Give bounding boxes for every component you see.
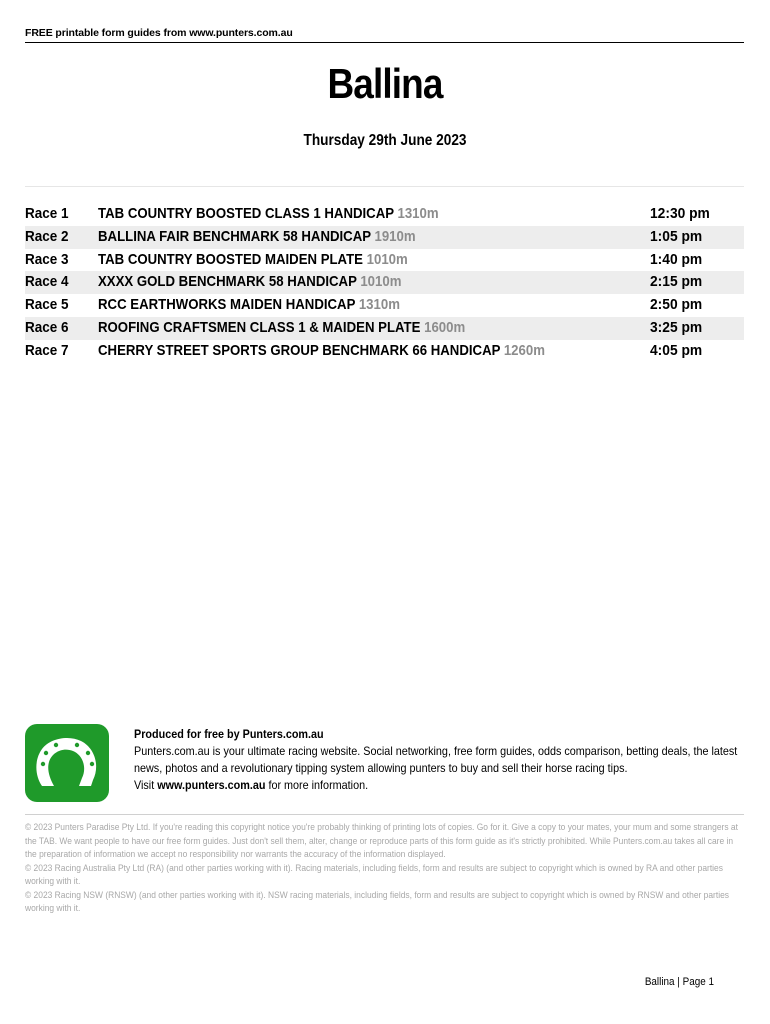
divider	[25, 814, 744, 815]
header-strip	[25, 27, 744, 43]
race-time: 4:05 pm	[650, 341, 703, 359]
page-footer: Ballina | Page 1	[644, 976, 714, 988]
race-number: Race 1	[25, 205, 69, 222]
copyright-notice	[25, 820, 745, 915]
race-row-4	[25, 271, 744, 294]
race-time: 1:05 pm	[650, 227, 703, 245]
race-distance: 1310m	[397, 205, 439, 222]
promo-visit	[134, 777, 685, 794]
race-title: TAB COUNTRY BOOSTED MAIDEN PLATE	[98, 250, 363, 268]
race-distance: 1600m	[424, 318, 466, 336]
race-name	[98, 226, 416, 249]
punters-logo	[25, 724, 109, 802]
race-name	[98, 340, 545, 363]
race-title: TAB COUNTRY BOOSTED CLASS 1 HANDICAP	[98, 205, 394, 222]
race-row-2	[25, 226, 744, 249]
race-name	[98, 271, 401, 294]
race-time: 2:15 pm	[650, 273, 703, 291]
race-time: 3:25 pm	[650, 318, 703, 336]
race-distance: 1010m	[360, 273, 402, 291]
race-number: Race 6	[25, 318, 69, 336]
visit-prefix: Visit	[134, 778, 158, 792]
promo-heading: Produced for free by Punters.com.au	[134, 727, 324, 741]
race-name	[98, 317, 465, 340]
race-title: BALLINA FAIR BENCHMARK 58 HANDICAP	[98, 227, 371, 245]
race-time: 2:50 pm	[650, 296, 703, 314]
race-number: Race 3	[25, 250, 69, 268]
copyright-racing-nsw: © 2023 Racing NSW (RNSW) (and other parties working with it). NSW racing materials, including fields, form and results are subject to copyright which is owned by RNSW and other parties working with it.	[25, 888, 729, 913]
race-distance: 1010m	[366, 250, 408, 268]
race-title: CHERRY STREET SPORTS GROUP BENCHMARK 66 HANDICAP	[98, 341, 501, 359]
race-row-3	[25, 249, 744, 272]
race-date: Thursday 29th June 2023	[303, 132, 467, 149]
race-row-6	[25, 317, 744, 340]
promo-body: Punters.com.au is your ultimate racing website. Social networking, free form guides, odds comparison, betting deals, the latest news, photos and a revolutionary tipping system allowing punters to buy and sell their horse racing tips.	[134, 744, 738, 775]
race-number: Race 4	[25, 273, 69, 291]
race-number: Race 7	[25, 341, 69, 359]
visit-suffix: for more information.	[265, 778, 369, 792]
race-row-7	[25, 340, 744, 363]
promo-block	[134, 726, 746, 794]
race-distance: 1310m	[358, 296, 400, 314]
race-row-5	[25, 294, 744, 317]
race-row-1	[25, 203, 744, 226]
race-list	[25, 203, 744, 363]
copyright-racing-australia: © 2023 Racing Australia Pty Ltd (RA) (and other parties working with it). Racing materials, including fields, form and results are subject to copyright which is owned by RA and other parties working with it.	[25, 861, 723, 886]
punters-link[interactable]: www.punters.com.au	[157, 778, 266, 792]
copyright-punters: © 2023 Punters Paradise Pty Ltd. If you're reading this copyright notice you're probably thinking of printing lots of copies. Go for it. Give a copy to your mates, your mum and some strangers at the TAB. We want people to have our free form guides. Just don't sell them, alter, change or reproduce parts of this form guide as it's strictly prohibited. While Punters.com.au takes all care in the preparation of information we accept no responsibility nor warrants the accuracy of the information displayed.	[25, 821, 738, 859]
race-distance: 1260m	[503, 341, 545, 359]
race-number: Race 5	[25, 296, 69, 314]
race-name	[98, 294, 400, 317]
divider	[25, 186, 744, 187]
race-number: Race 2	[25, 227, 69, 245]
race-time: 12:30 pm	[650, 205, 710, 222]
race-title: XXXX GOLD BENCHMARK 58 HANDICAP	[98, 273, 357, 291]
race-distance: 1910m	[374, 227, 416, 245]
race-name	[98, 203, 439, 226]
race-title: ROOFING CRAFTSMEN CLASS 1 & MAIDEN PLATE	[98, 318, 421, 336]
horseshoe-icon	[25, 724, 109, 802]
race-title: RCC EARTHWORKS MAIDEN HANDICAP	[98, 296, 356, 314]
race-time: 1:40 pm	[650, 250, 703, 268]
header-text: FREE printable form guides from www.punters.com.au	[25, 27, 293, 39]
page-title: Ballina	[327, 60, 443, 107]
race-name	[98, 249, 408, 272]
